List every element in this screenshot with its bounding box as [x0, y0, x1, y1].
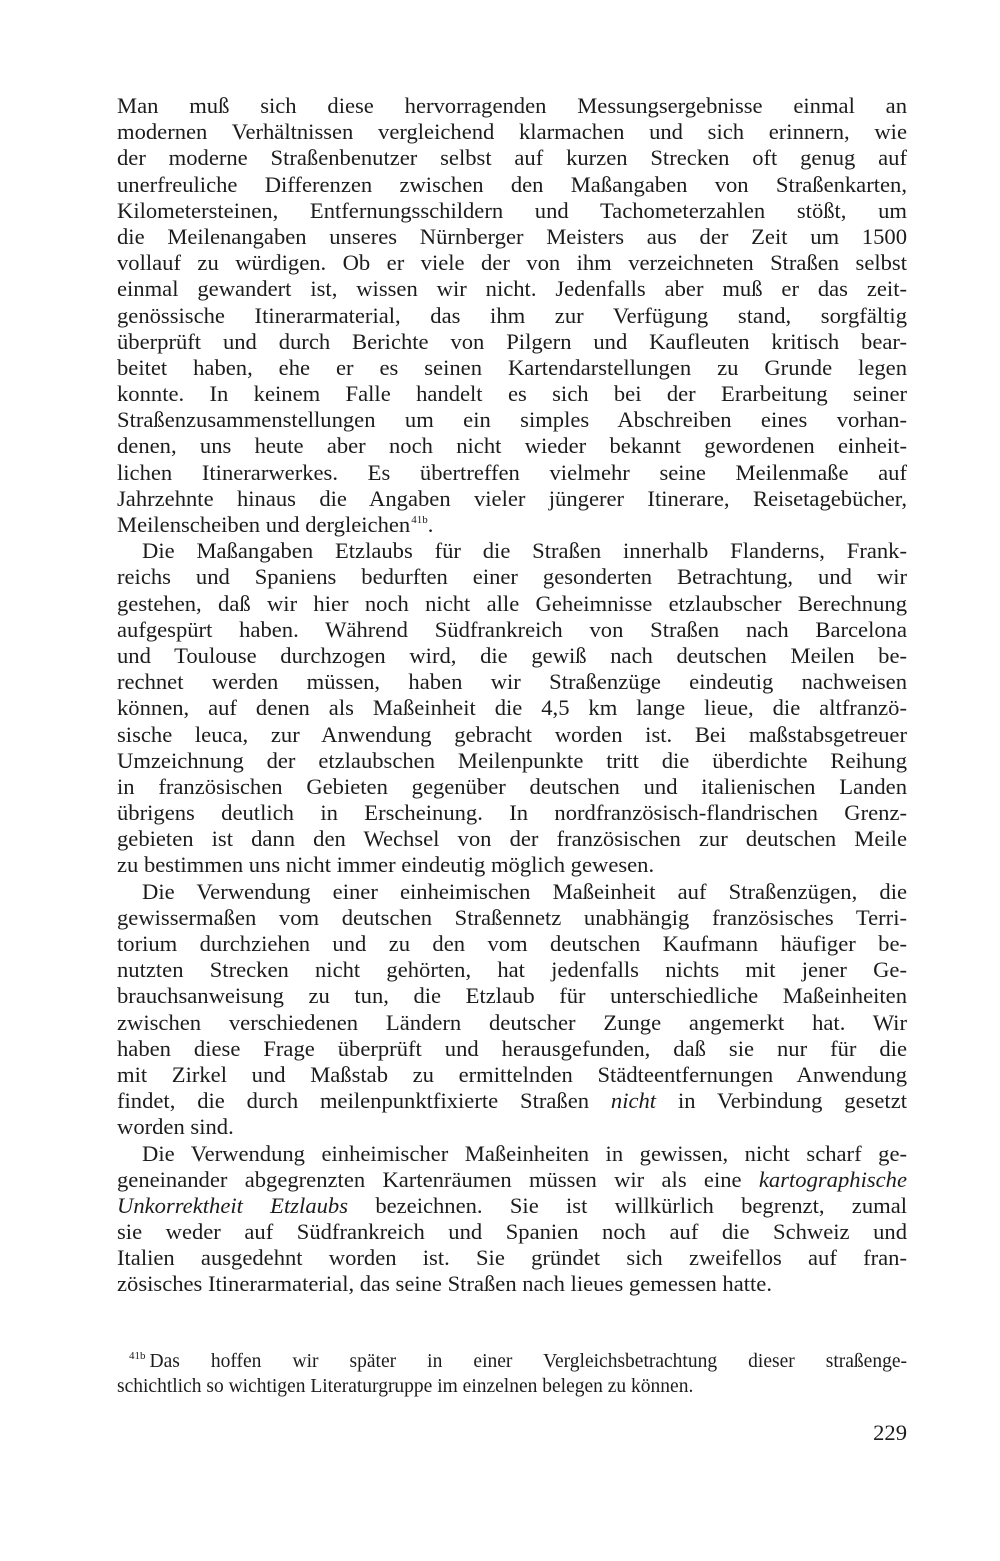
text-line: die Meilenangaben unseres Nürnberger Meisters aus der Zeit um 1500	[117, 223, 907, 249]
text-line: Unkorrektheit Etzlaubs bezeichnen. Sie ist willkürlich begrenzt, zumal	[117, 1192, 907, 1218]
text-line: torium durchziehen und zu den vom deutschen Kaufmann häufiger be-	[117, 931, 907, 956]
paragraph	[117, 93, 907, 538]
text-line: lichen Itinerarwerkes. Es übertreffen vielmehr seine Meilenmaße auf	[117, 459, 907, 485]
body-text	[117, 93, 907, 1298]
text-line: Umzeichnung der etzlaubschen Meilenpunkte tritt die überdichte Reihung	[117, 747, 907, 773]
footnote	[117, 1350, 907, 1399]
text-line: Jahrzehnte hinaus die Angaben vieler jüngerer Itinerare, Reisetagebücher,	[117, 485, 907, 511]
italic-text: Unkorrektheit Etzlaubs	[117, 1192, 349, 1218]
text-line: findet, die durch meilenpunktfixierte Straßen nicht in Verbindung gesetzt	[117, 1088, 907, 1114]
text-line: genössische Itinerarmaterial, das ihm zur Verfügung stand, sorgfältig	[117, 302, 907, 328]
text-line: haben diese Frage überprüft und herausgefunden, daß sie nur für die	[117, 1035, 907, 1061]
text-line: vollauf zu würdigen. Ob er viele der von ihm verzeichneten Straßen selbst	[117, 250, 907, 276]
italic-text: nicht	[610, 1088, 657, 1114]
text-line: modernen Verhältnissen vergleichend klarmachen und sich erinnern, wie	[117, 119, 907, 145]
text-line: können, auf denen als Maßeinheit die 4,5 km lange lieue, die altfranzö-	[117, 695, 907, 721]
text-line: worden sind.	[117, 1114, 234, 1140]
footnote-reference[interactable]: 41b	[411, 514, 428, 526]
text-line: Meilenscheiben und dergleichen$^{41b}$.	[117, 512, 434, 537]
text-line: gestehen, daß wir hier noch nicht alle Geheimnisse etzlaubscher Berechnung	[117, 590, 907, 616]
footnote-line: $^{41b}$ Das hoffen wir später in einer Vergleichsbetrachtung dieser straßenge-	[129, 1350, 907, 1372]
text-line: reichs und Spaniens bedurften einer gesonderten Betrachtung, und wir	[117, 564, 907, 590]
text-line: zösisches Itinerarmaterial, das seine Straßen nach lieues gemessen hatte.	[117, 1271, 772, 1297]
footnote-line: schichtlich so wichtigen Literaturgruppe im einzelnen belegen zu können.	[117, 1375, 694, 1397]
text-line: rechnet werden müssen, haben wir Straßenzüge eindeutig nachweisen	[117, 669, 907, 695]
text-line: überprüft und durch Berichte von Pilgern und Kaufleuten kritisch bear-	[117, 328, 907, 354]
text-line: Die Verwendung einheimischer Maßeinheiten in gewissen, nicht scharf ge-	[142, 1140, 907, 1166]
text-line: geneinander abgegrenzten Kartenräumen müssen wir als eine kartographische	[117, 1166, 907, 1192]
text-line: mit Zirkel und Maßstab zu ermittelnden Städteentfernungen Anwendung	[117, 1061, 907, 1087]
paragraph	[117, 538, 907, 878]
text-line: beitet haben, ehe er es seinen Kartendarstellungen zu Grunde legen	[117, 354, 907, 380]
text-line: unerfreuliche Differenzen zwischen den Maßangaben von Straßenkarten,	[117, 171, 907, 197]
text-line: Man muß sich diese hervorragenden Messungsergebnisse einmal an	[117, 93, 907, 118]
page-number: 229	[873, 1420, 907, 1445]
paragraph	[117, 1141, 907, 1298]
footnote-label: 41b	[129, 1350, 146, 1362]
text-line: einmal gewandert ist, wissen wir nicht. Jedenfalls aber muß er das zeit-	[117, 276, 907, 302]
text-line: übrigens deutlich in Erscheinung. In nordfranzösisch-flandrischen Grenz-	[117, 800, 907, 826]
text-line: denen, uns heute aber noch nicht wieder bekannt gewordenen einheit-	[117, 433, 907, 459]
text-line: brauchsanweisung zu tun, die Etzlaub für unterschiedliche Maßeinheiten	[117, 983, 907, 1009]
text-line: gewissermaßen vom deutschen Straßennetz unabhängig französisches Terri-	[117, 904, 907, 930]
text-line: zu bestimmen uns nicht immer eindeutig möglich gewesen.	[117, 852, 655, 878]
text-line: Straßenzusammenstellungen um ein simples Abschreiben eines vorhan-	[117, 407, 907, 433]
text-line: nutzten Strecken nicht gehörten, hat jedenfalls nichts mit jener Ge-	[117, 957, 907, 983]
text-line: konnte. In keinem Falle handelt es sich bei der Erarbeitung seiner	[117, 381, 907, 407]
text-line: zwischen verschiedenen Ländern deutscher Zunge angemerkt hat. Wir	[117, 1009, 907, 1035]
text-line: der moderne Straßenbenutzer selbst auf kurzen Strecken oft genug auf	[117, 145, 907, 171]
text-line: Italien ausgedehnt worden ist. Sie gründet sich zweifellos auf fran-	[117, 1245, 907, 1271]
text-line: Die Maßangaben Etzlaubs für die Straßen innerhalb Flanderns, Frank-	[142, 538, 907, 564]
text-line: aufgespürt haben. Während Südfrankreich von Straßen nach Barcelona	[117, 616, 907, 642]
text-line: Kilometersteinen, Entfernungsschildern und Tachometerzahlen stößt, um	[117, 197, 907, 223]
paragraph	[117, 879, 907, 1141]
text-line: sie weder auf Südfrankreich und Spanien noch auf die Schweiz und	[117, 1219, 907, 1245]
text-line: und Toulouse durchzogen wird, die gewiß nach deutschen Meilen be-	[117, 642, 907, 668]
text-line: in französischen Gebieten gegenüber deutschen und italienischen Landen	[117, 773, 907, 799]
text-line: Die Verwendung einer einheimischen Maßeinheit auf Straßenzügen, die	[142, 878, 907, 904]
text-line: gebieten ist dann den Wechsel von der französischen zur deutschen Meile	[117, 826, 907, 852]
text-line: sische leuca, zur Anwendung gebracht worden ist. Bei maßstabsgetreuer	[117, 721, 907, 747]
footnotes	[117, 1350, 907, 1399]
italic-text: kartographische	[758, 1166, 907, 1192]
